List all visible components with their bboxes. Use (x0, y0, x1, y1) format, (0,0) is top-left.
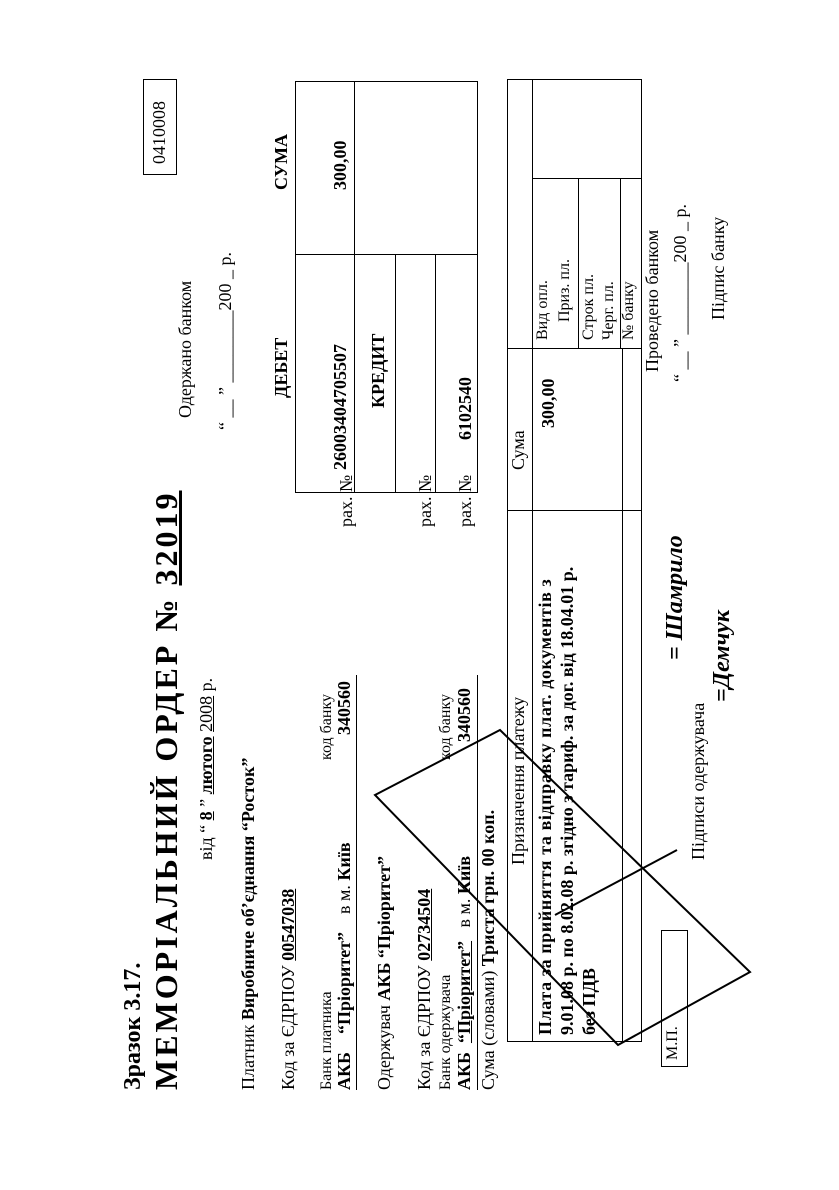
payer-edrpou-label: Код за ЄДРПОУ (278, 965, 298, 1090)
title-text: МЕМОРІАЛЬНИЙ ОРДЕР (148, 642, 184, 1090)
purpose-sum: 300,00 (538, 378, 558, 428)
payer-city-prefix: в м. (334, 885, 354, 914)
receiver-city-prefix: в м. (454, 898, 474, 928)
received-by-bank: Одержано банком (175, 280, 195, 418)
sum-words-value: Триста грн. 00 коп. (478, 809, 498, 967)
receiver-value: АКБ “Пріоритет” (374, 856, 394, 1001)
signature-1: = Шамрило (662, 535, 688, 660)
received-date: “ __ ” ________200 _ р. (215, 252, 235, 430)
credit-label: КРЕДИТ (368, 333, 388, 408)
receiver-bank-name: “Пріоритет” (454, 940, 474, 1044)
payer-bank-label: Банк платника (318, 991, 335, 1090)
side-field-payment-queue: Черг. пл. (600, 281, 617, 340)
payer-bank-code: 340560 (334, 681, 354, 735)
receiver-bank-code-label: код банку (437, 694, 454, 760)
side-field-bank-number: № банку (620, 281, 637, 340)
payer-bank-akb: АКБ (334, 1052, 354, 1090)
debit-label: ДЕБЕТ (271, 337, 291, 398)
payer-value: Виробниче об’єднання “Росток” (238, 757, 258, 1021)
receiver-account-label-2: рах. № (455, 474, 475, 527)
number-sign: № (148, 596, 184, 632)
payer-account-label: рах. № (336, 474, 356, 527)
payer-bank-code-label: код банку (318, 694, 335, 760)
side-field-payment-term: Строк пл. (580, 274, 597, 340)
date-month: лютого (196, 736, 216, 795)
credit-account: 6102540 (455, 377, 475, 440)
purpose-line-1: Плата за прийняття та відправку плат. документів з (535, 578, 555, 1035)
payer-bank-name: “Пріоритет” (334, 931, 354, 1035)
sum-column-header: Сума (508, 430, 528, 470)
signatures-label: Підписи одержувача (688, 702, 708, 860)
receiver-edrpou-label: Код за ЄДРПОУ (414, 965, 434, 1090)
order-number: 32019 (148, 490, 184, 586)
stamp-mp: М.П. (664, 1026, 681, 1060)
sample-label: Зразок 3.17. (120, 962, 146, 1090)
debit-account: 26003404705507 (330, 344, 350, 470)
form-code: 0410008 (149, 101, 169, 164)
purpose-header: Призначення платежу (508, 696, 528, 865)
date-year-suffix: р. (196, 677, 216, 692)
purpose-line-3: без ПДВ (579, 968, 599, 1035)
payer-city: Київ (334, 842, 354, 881)
processed-date: “ __ ” ________200 _ р. (670, 204, 690, 382)
bank-signature-label: Підпис банку (708, 216, 728, 320)
processed-by-bank: Проведено банком (642, 229, 662, 372)
receiver-bank-label: Банк одержувача (437, 974, 454, 1090)
date-day: 8 (196, 811, 216, 821)
receiver-bank-akb: АКБ (454, 1052, 474, 1090)
date-from: від “ (196, 824, 216, 860)
signature-2: =Демчук (709, 610, 735, 702)
sum-words-label: Сума (словами) (478, 970, 498, 1090)
receiver-city: Київ (454, 855, 474, 895)
date-quote: ” (196, 798, 216, 807)
stamp-outline (375, 730, 750, 1045)
receiver-edrpou: 02734504 (414, 888, 434, 961)
purpose-line-2: 9.01.08 р. по 8.02.08 р. згідно з тариф. за дог. від 18.04.01 р. (557, 566, 577, 1035)
receiver-label: Одержувач (374, 1005, 394, 1090)
sum-value: 300,00 (330, 140, 350, 190)
receiver-account-label-1: рах. № (415, 474, 435, 527)
receiver-bank-code: 340560 (454, 688, 474, 742)
payer-edrpou: 00547038 (278, 888, 298, 961)
sum-header: СУМА (271, 134, 291, 190)
date-year: 2008 (196, 695, 216, 732)
payer-label: Платник (238, 1024, 258, 1090)
side-field-payment-purpose: Приз. пл. (556, 259, 573, 322)
side-field-payment-type: Вид опл. (534, 280, 551, 340)
